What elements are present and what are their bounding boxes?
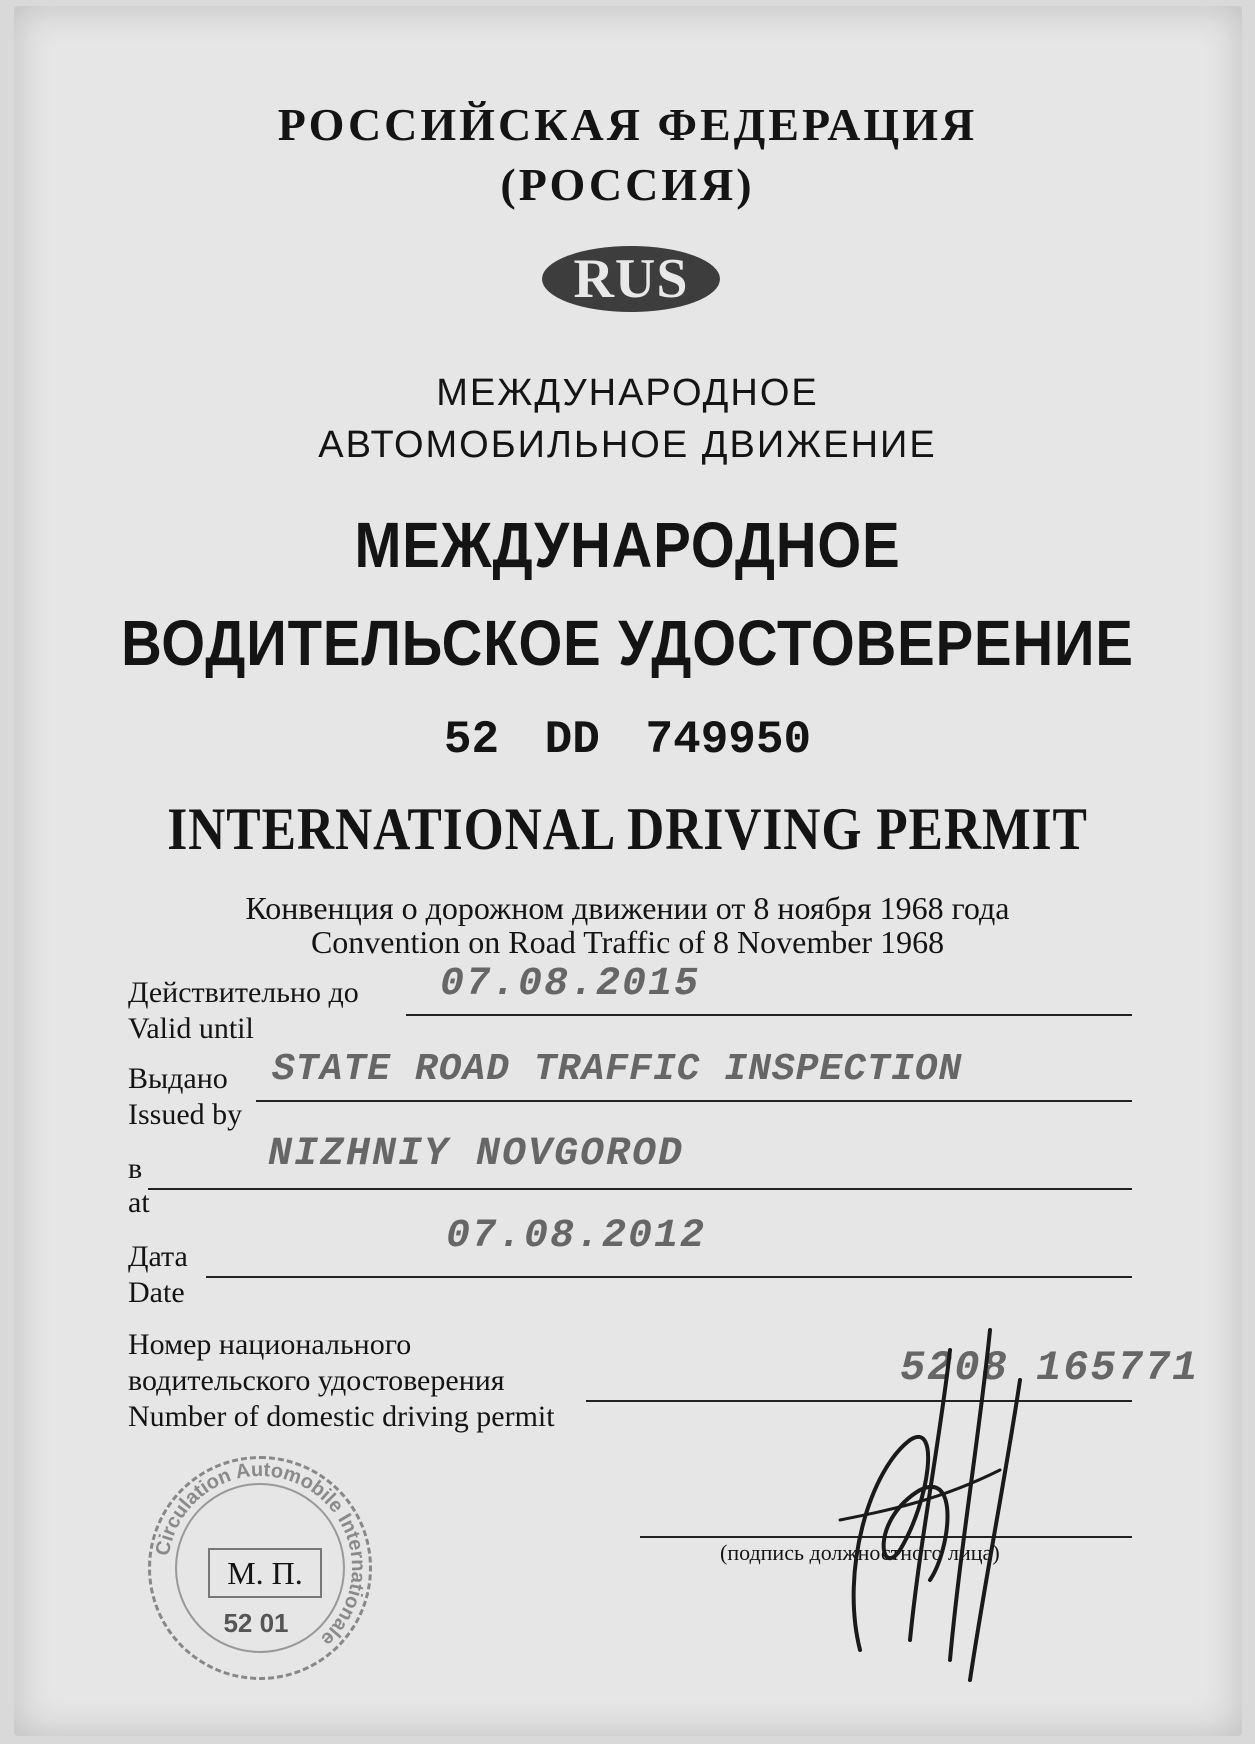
valid-until-line — [406, 1014, 1132, 1016]
country-code-badge: RUS — [542, 246, 720, 312]
date-line — [206, 1276, 1132, 1278]
convention-english: Convention on Road Traffic of 8 November 1968 — [310, 924, 945, 960]
issued-by-label-en: Issued by — [128, 1098, 243, 1131]
subtitle-line-2: АВТОМОБИЛЬНОЕ ДВИЖЕНИЕ — [318, 424, 937, 466]
subtitle-line-1: МЕЖДУНАРОДНОЕ — [436, 372, 819, 414]
signature-caption: (подпись должностного лица) — [720, 1540, 1000, 1565]
serial-number: 52 DD 749950 — [443, 714, 812, 766]
date-label-en: Date — [128, 1276, 185, 1309]
valid-until-label-ru: Действительно до — [128, 976, 359, 1009]
handwritten-signature — [800, 1320, 1060, 1700]
issued-by-line — [256, 1100, 1132, 1102]
document-title-line-2: ВОДИТЕЛЬСКОЕ УДОСТОВЕРЕНИЕ — [121, 607, 1134, 679]
domestic-label-en: Number of domestic driving permit — [128, 1400, 555, 1433]
seal-ring-text: Circulation Automobile Internationale — [151, 1458, 370, 1651]
convention-russian: Конвенция о дорожном движении от 8 ноября 1968 года — [245, 890, 1010, 926]
valid-until-value: 07.08.2015 — [440, 962, 701, 1007]
at-label-ru: в — [128, 1152, 143, 1185]
date-label-ru: Дата — [128, 1240, 188, 1273]
country-title: РОССИЙСКАЯ ФЕДЕРАЦИЯ — [277, 99, 978, 150]
seal-place-label: М. П. — [208, 1548, 322, 1598]
domestic-label-ru-2: водительского удостоверения — [128, 1364, 505, 1397]
at-value: NIZHNIY NOVGOROD — [268, 1132, 685, 1177]
valid-until-label-en: Valid until — [128, 1012, 254, 1045]
document-title-english: INTERNATIONAL DRIVING PERMIT — [167, 796, 1088, 862]
domestic-label-ru-1: Номер национального — [128, 1328, 412, 1361]
at-label-en: at — [128, 1186, 150, 1219]
issued-by-value: STATE ROAD TRAFFIC INSPECTION — [272, 1048, 963, 1091]
issued-by-label-ru: Выдано — [128, 1062, 228, 1095]
seal-number: 52 01 — [223, 1608, 289, 1638]
document-title-line-1: МЕЖДУНАРОДНОЕ — [354, 509, 901, 581]
date-value: 07.08.2012 — [446, 1214, 707, 1259]
country-subtitle: (РОССИЯ) — [500, 159, 755, 210]
at-line — [148, 1188, 1132, 1190]
domestic-value: 5208 165771 — [900, 1344, 1200, 1392]
